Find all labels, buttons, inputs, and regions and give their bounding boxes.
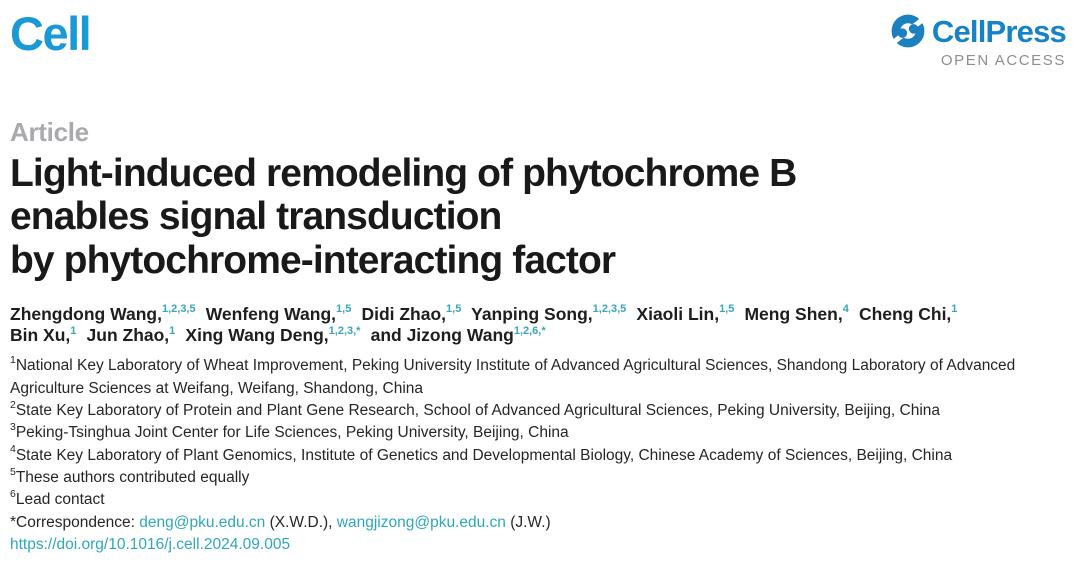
affiliation-line: [10, 355, 1070, 400]
correspondence-initials-xwd: (X.W.D.),: [265, 513, 337, 531]
title-line-3: by phytochrome-interacting factor: [10, 238, 616, 282]
affiliation-line: [10, 422, 1070, 444]
author-name: Wenfeng Wang,: [205, 303, 337, 324]
author-line-2: [10, 325, 1070, 347]
footnote-marker: 2: [10, 398, 16, 411]
author: [10, 304, 196, 324]
author-list: [10, 304, 1070, 348]
footnote-marker: 6: [10, 488, 16, 501]
doi-link[interactable]: https://doi.org/10.1016/j.cell.2024.09.005: [10, 535, 291, 553]
author: [636, 304, 734, 324]
author-superscript: 1: [70, 324, 77, 337]
author-name: Jun Zhao,: [86, 325, 170, 346]
author: [10, 325, 76, 345]
article-title: [10, 152, 1070, 283]
affiliation-line: [10, 400, 1070, 422]
article-type-label: Article: [10, 117, 89, 147]
author: [361, 304, 461, 324]
correspondence-email-wangjizong[interactable]: wangjizong@pku.edu.cn: [336, 513, 506, 531]
author-superscript: 1,5: [446, 302, 462, 315]
equal-contribution-note: [10, 467, 1070, 489]
author: [206, 304, 352, 324]
author-line-1: [10, 304, 1070, 326]
title-line-1: Light-induced remodeling of phytochrome B: [10, 151, 797, 195]
footnote-text: State Key Laboratory of Protein and Plant Gene Research, School of Advanced Agricultural Sciences, Peking University, Beijing, China: [15, 401, 941, 419]
correspondence-email-deng[interactable]: deng@pku.edu.cn: [139, 513, 266, 531]
correspondence-line: [10, 512, 1070, 534]
masthead: [0, 0, 1080, 74]
author: [185, 325, 360, 345]
cellpress-logo-icon: [889, 12, 927, 50]
cellpress-logo-text: CellPress: [931, 13, 1066, 49]
footnote-text: These authors contributed equally: [15, 468, 250, 486]
author-superscript: 1,5: [336, 302, 352, 315]
author: [859, 304, 957, 324]
author-name: Cheng Chi,: [858, 303, 952, 324]
author: [744, 304, 848, 324]
footnote-marker: 3: [10, 421, 16, 434]
author-name: Zhengdong Wang,: [10, 303, 162, 324]
correspondence-label: *Correspondence:: [10, 513, 140, 531]
author: [87, 325, 176, 345]
footnote-marker: 1: [10, 354, 16, 367]
author: [471, 304, 626, 324]
author-name: Bin Xu,: [10, 325, 71, 346]
correspondence-initials-jw: (J.W.): [505, 513, 551, 531]
footnote-marker: 5: [10, 465, 16, 478]
affiliation-line: [10, 445, 1070, 467]
publisher-block: [889, 12, 1066, 68]
author-superscript: 4: [842, 302, 849, 315]
title-line-2: enables signal transduction: [10, 195, 502, 239]
author-superscript: 1,2,6,*: [513, 324, 546, 337]
author-name: Meng Shen,: [744, 303, 843, 324]
affiliations-footnotes: [10, 355, 1070, 556]
author-name: Xing Wang Deng,: [185, 325, 329, 346]
author-superscript: 1: [951, 302, 958, 315]
author-name: and Jizong Wang: [370, 325, 514, 346]
open-access-label: OPEN ACCESS: [940, 52, 1066, 69]
author-name: Xiaoli Lin,: [636, 303, 720, 324]
footnote-text: National Key Laboratory of Wheat Improvement, Peking University Institute of Advanced Agricultural Sciences, Shandong Laboratory of Advanced Agriculture Sciences at Weifang, Weifang, Shandong, China: [10, 357, 1016, 397]
author-superscript: 1,2,3,5: [161, 302, 196, 315]
cell-journal-logo: Cell: [10, 7, 91, 60]
footnote-text: State Key Laboratory of Plant Genomics, Institute of Genetics and Developmental Biology, Chinese Academy of Sciences, Beijing, China: [15, 446, 953, 464]
doi-line: [10, 534, 1070, 556]
author: [371, 325, 546, 345]
author-superscript: 1,2,3,*: [328, 324, 361, 337]
author-superscript: 1,2,3,5: [592, 302, 627, 315]
lead-contact-note: [10, 489, 1070, 511]
footnote-text: Lead contact: [15, 491, 105, 509]
article-head: [0, 118, 1080, 556]
author-superscript: 1: [169, 324, 176, 337]
author-superscript: 1,5: [719, 302, 735, 315]
footnote-text: Peking-Tsinghua Joint Center for Life Sciences, Peking University, Beijing, China: [15, 424, 569, 442]
footnote-marker: 4: [10, 443, 16, 456]
author-name: Didi Zhao,: [361, 303, 447, 324]
author-name: Yanping Song,: [471, 303, 593, 324]
